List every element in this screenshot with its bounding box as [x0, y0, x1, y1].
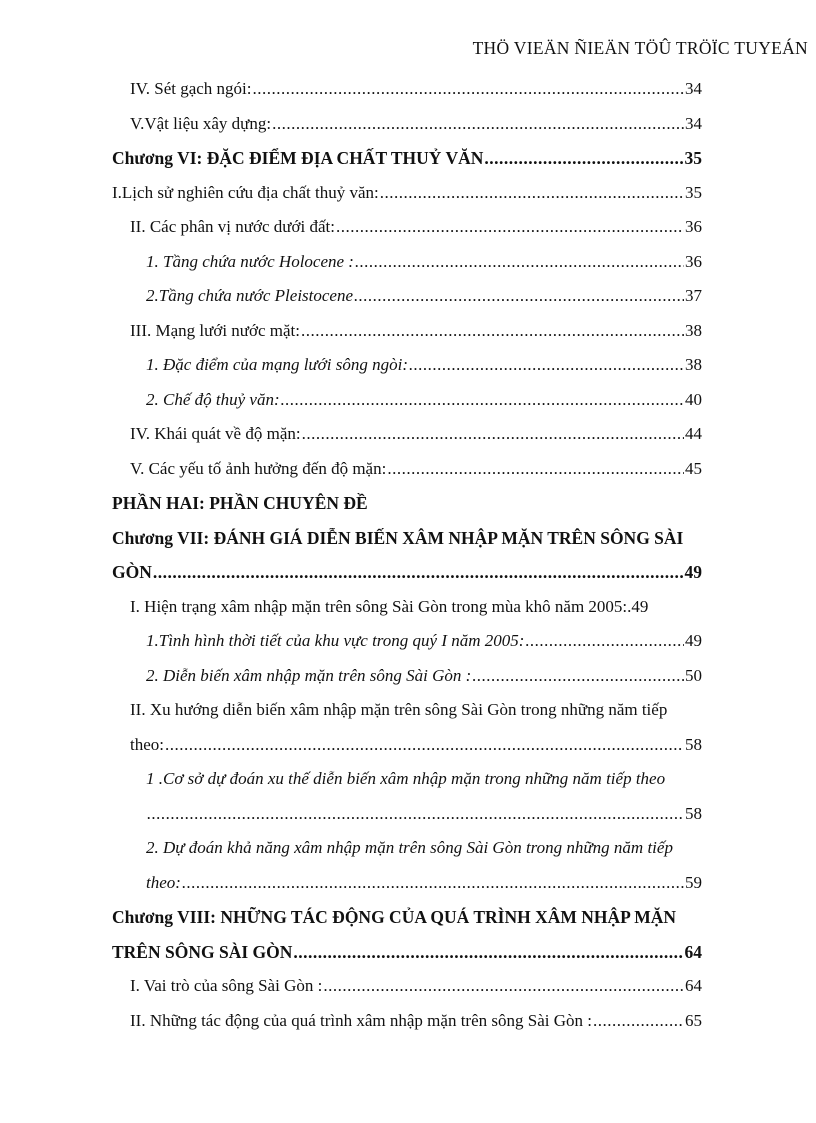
toc-entry-title: II. Xu hướng diễn biến xâm nhập mặn trên sông Sài Gòn trong những năm tiếp — [130, 700, 668, 719]
toc-entry[interactable] — [112, 321, 702, 356]
toc-entry[interactable] — [112, 114, 702, 149]
toc-entry-page: 40 — [685, 389, 702, 409]
toc-entry-title: TRÊN SÔNG SÀI GÒN — [112, 941, 293, 962]
toc-entry-continued[interactable] — [112, 735, 702, 770]
toc-chapter-entry[interactable] — [112, 528, 702, 563]
toc-entry[interactable] — [112, 597, 702, 632]
toc-subentry-continued[interactable] — [112, 804, 702, 839]
toc-entry-page: 58 — [685, 734, 702, 754]
toc-entry-page: 64 — [685, 976, 702, 995]
dot-leader — [293, 942, 683, 963]
dot-leader — [409, 355, 684, 375]
toc-entry-title: II. Các phân vị nước dưới đất: — [130, 217, 335, 236]
toc-entry-title: I. Vai trò của sông Sài Gòn : — [130, 976, 323, 995]
toc-entry-page: 36 — [685, 217, 702, 236]
toc-entry[interactable] — [112, 976, 702, 1011]
toc-subentry[interactable] — [112, 666, 702, 701]
toc-entry-title: Chương VI: ĐẶC ĐIỂM ĐỊA CHẤT THUỶ VĂN — [112, 148, 484, 168]
toc-entry-title: GÒN — [112, 562, 152, 582]
toc-chapter-entry-continued[interactable] — [112, 562, 702, 597]
toc-chapter-entry-continued[interactable] — [112, 942, 702, 977]
dot-leader — [281, 390, 684, 410]
toc-entry-title: 2.Tầng chứa nước Pleistocene — [146, 286, 354, 305]
toc-entry-title: I. Hiện trạng xâm nhập mặn trên sông Sài Gòn trong mùa khô năm 2005: — [130, 596, 628, 616]
toc-entry[interactable] — [112, 79, 702, 114]
toc-subentry-continued[interactable] — [112, 873, 702, 908]
toc-entry-title: V. Các yếu tố ảnh hưởng đến độ mặn: — [130, 458, 387, 478]
dot-leader — [302, 424, 684, 444]
toc-entry-title: Chương VIII: NHỮNG TÁC ĐỘNG CỦA QUÁ TRÌNH XÂM NHẬP MẶN — [112, 907, 677, 927]
dot-leader — [354, 286, 684, 306]
toc-entry-title: IV. Sét gạch ngói: — [130, 79, 252, 98]
toc-chapter-entry[interactable] — [112, 907, 702, 942]
toc-subentry[interactable] — [112, 838, 702, 873]
toc-entry-page: 58 — [685, 803, 702, 823]
toc-subentry[interactable] — [112, 355, 702, 390]
dot-leader — [387, 459, 684, 479]
toc-entry-page: 38 — [685, 355, 702, 374]
toc-entry-title: 1. Tầng chứa nước Holocene : — [146, 251, 354, 271]
toc-entry-title: III. Mạng lưới nước mặt: — [130, 320, 301, 340]
dot-leader — [323, 976, 684, 996]
toc-entry-page: 65 — [685, 1010, 702, 1030]
toc-entry[interactable] — [112, 183, 702, 218]
toc-entry-title: 1.Tình hình thời tiết của khu vực trong quý I năm 2005: — [146, 631, 525, 650]
dot-leader — [472, 666, 684, 686]
dot-leader — [147, 804, 684, 824]
toc-entry-page: 35 — [684, 148, 702, 168]
toc-entry-page: 44 — [685, 424, 702, 443]
toc-entry-page: 34 — [685, 113, 702, 133]
toc-entry-title: IV. Khái quát về độ mặn: — [130, 424, 301, 443]
toc-entry[interactable] — [112, 459, 702, 494]
toc-part-heading[interactable] — [112, 493, 702, 528]
toc-entry-title: II. Những tác động của quá trình xâm nhập mặn trên sông Sài Gòn : — [130, 1010, 592, 1030]
toc-entry-title: Chương VII: ĐÁNH GIÁ DIỄN BIẾN XÂM NHẬP MẶN TRÊN SÔNG SÀI — [112, 527, 684, 548]
toc-entry-page: 37 — [685, 286, 702, 305]
page-header: THÖ VIEÄN ÑIEÄN TÖÛ TRÖÏC TUYEÁN — [472, 38, 808, 58]
toc-entry-page: 38 — [685, 320, 702, 340]
dot-leader — [355, 252, 684, 272]
toc-entry-page: 64 — [684, 941, 702, 962]
toc-chapter-entry[interactable] — [112, 148, 702, 183]
dot-leader — [272, 114, 684, 134]
toc-entry-title: I.Lịch sử nghiên cứu địa chất thuỷ văn: — [112, 182, 379, 202]
dot-leader — [380, 183, 684, 203]
toc-entry-title: PHẦN HAI: PHẦN CHUYÊN ĐỀ — [112, 493, 368, 513]
toc-entry-page: 59 — [685, 872, 702, 892]
toc-subentry[interactable] — [112, 252, 702, 287]
toc-entry-title: 1 .Cơ sở dự đoán xu thế diễn biến xâm nhập mặn trong những năm tiếp theo — [146, 769, 666, 788]
dot-leader — [153, 562, 684, 583]
toc-entry-page: 49 — [684, 562, 702, 582]
dot-leader — [525, 631, 684, 651]
toc-subentry[interactable] — [112, 390, 702, 425]
toc-entry-page: .49 — [627, 596, 649, 616]
toc-entry-page: 45 — [685, 458, 702, 478]
toc-entry[interactable] — [112, 1011, 702, 1046]
toc-entry[interactable] — [112, 700, 702, 735]
toc-entry-title: theo: — [130, 734, 164, 754]
toc-entry-title: 1. Đặc điểm của mạng lưới sông ngòi: — [146, 355, 408, 374]
toc-entry[interactable] — [112, 217, 702, 252]
dot-leader — [253, 79, 684, 99]
toc-entry-title: 2. Diễn biến xâm nhập mặn trên sông Sài Gòn : — [146, 665, 472, 685]
dot-leader — [336, 217, 684, 237]
toc-entry-title: theo: — [146, 872, 181, 892]
toc-entry-title: 2. Chế độ thuỷ văn: — [146, 389, 280, 409]
dot-leader — [484, 148, 683, 169]
toc-entry[interactable] — [112, 424, 702, 459]
toc-entry-page: 50 — [685, 665, 702, 685]
toc-subentry[interactable] — [112, 631, 702, 666]
table-of-contents — [112, 79, 702, 1045]
toc-entry-page: 35 — [685, 182, 702, 202]
dot-leader — [165, 735, 684, 755]
toc-entry-page: 49 — [685, 631, 702, 650]
dot-leader — [593, 1011, 684, 1031]
toc-subentry[interactable] — [112, 286, 702, 321]
toc-subentry[interactable] — [112, 769, 702, 804]
toc-entry-page: 36 — [685, 251, 702, 271]
dot-leader — [301, 321, 684, 341]
dot-leader — [182, 873, 684, 893]
toc-entry-title: V.Vật liệu xây dựng: — [130, 113, 272, 133]
toc-entry-page: 34 — [685, 79, 702, 98]
toc-entry-title: 2. Dự đoán khả năng xâm nhập mặn trên sông Sài Gòn trong những năm tiếp — [146, 838, 673, 857]
